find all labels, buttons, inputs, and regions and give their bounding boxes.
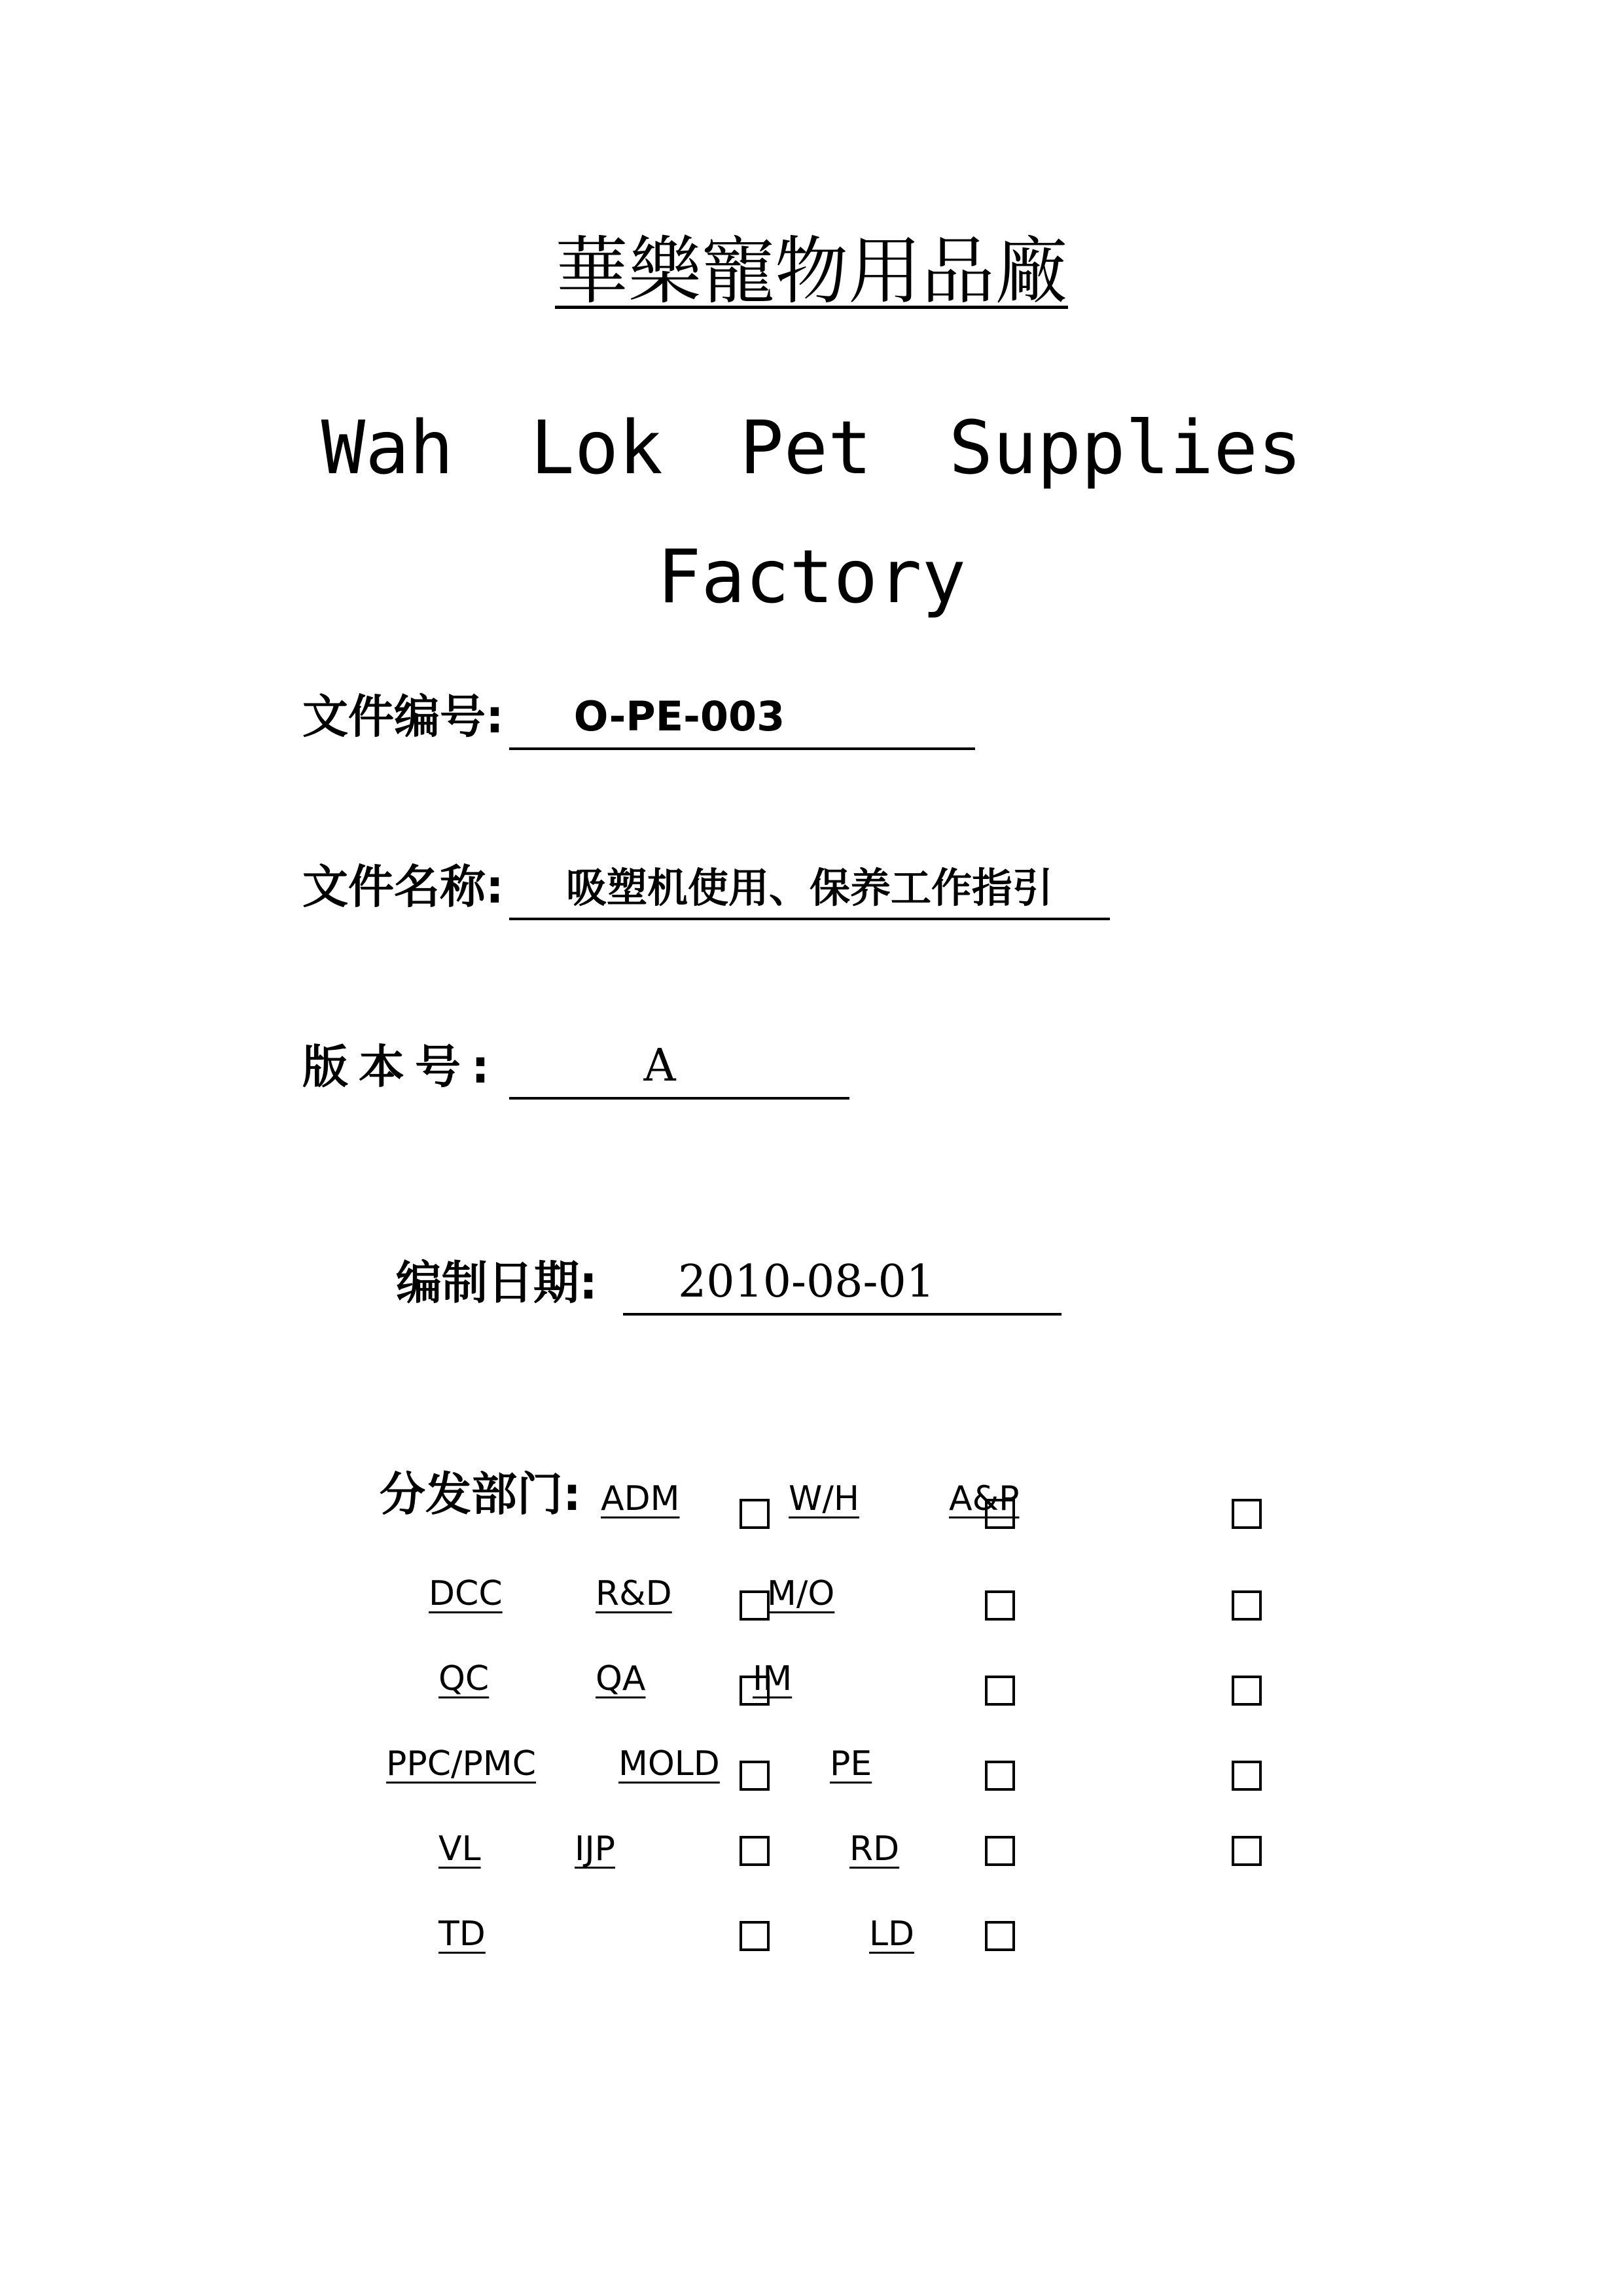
company-name-chinese: 華樂寵物用品廠 <box>555 229 1068 314</box>
date-label: 编制日期: <box>396 1256 597 1310</box>
dept-rd-amp: R&D <box>596 1574 672 1613</box>
dept-vl: VL <box>438 1829 481 1869</box>
checkbox[interactable] <box>740 1836 770 1866</box>
checkbox[interactable] <box>740 1921 770 1951</box>
dept-rd: RD <box>849 1829 900 1869</box>
dept-dcc: DCC <box>429 1574 503 1613</box>
checkbox[interactable] <box>985 1590 1015 1621</box>
version-value: A <box>643 1040 676 1092</box>
dept-ppc-pmc: PPC/PMC <box>386 1744 537 1784</box>
checkbox[interactable] <box>1232 1836 1262 1866</box>
checkbox[interactable] <box>740 1590 770 1621</box>
checkbox[interactable] <box>985 1499 1015 1529</box>
date-value: 2010-08-01 <box>677 1256 935 1308</box>
dept-adm: ADM <box>601 1479 680 1518</box>
checkbox[interactable] <box>985 1676 1015 1706</box>
dept-ijp: IJP <box>575 1829 616 1869</box>
checkbox[interactable] <box>985 1921 1015 1951</box>
checkbox[interactable] <box>1232 1761 1262 1791</box>
checkbox[interactable] <box>1232 1676 1262 1706</box>
doc-number-label: 文件编号: <box>302 690 504 744</box>
checkbox[interactable] <box>740 1499 770 1529</box>
dept-pe: PE <box>830 1744 872 1784</box>
dept-mo: M/O <box>767 1574 835 1613</box>
dept-td: TD <box>438 1914 486 1954</box>
dept-qa: QA <box>596 1659 646 1698</box>
checkbox[interactable] <box>1232 1499 1262 1529</box>
doc-name-label: 文件名称: <box>302 860 504 914</box>
doc-name-value: 吸塑机使用、保养工作指引 <box>565 864 1053 912</box>
version-label: 版本号: <box>302 1040 500 1094</box>
dept-wh: W/H <box>789 1479 860 1518</box>
company-name-english: Wah Lok Pet Supplies <box>321 406 1302 491</box>
doc-number-value: O-PE-003 <box>573 692 785 740</box>
dept-mold: MOLD <box>618 1744 720 1784</box>
checkbox[interactable] <box>740 1761 770 1791</box>
dept-im: IM <box>753 1659 793 1698</box>
dept-ld: LD <box>869 1914 915 1954</box>
dept-ap: A&P <box>949 1479 1020 1518</box>
checkbox[interactable] <box>1232 1590 1262 1621</box>
checkbox[interactable] <box>985 1761 1015 1791</box>
company-name-english-line2: Factory <box>656 535 966 620</box>
dept-qc: QC <box>438 1659 490 1698</box>
checkbox[interactable] <box>985 1836 1015 1866</box>
distribution-label: 分发部门: <box>380 1467 581 1521</box>
